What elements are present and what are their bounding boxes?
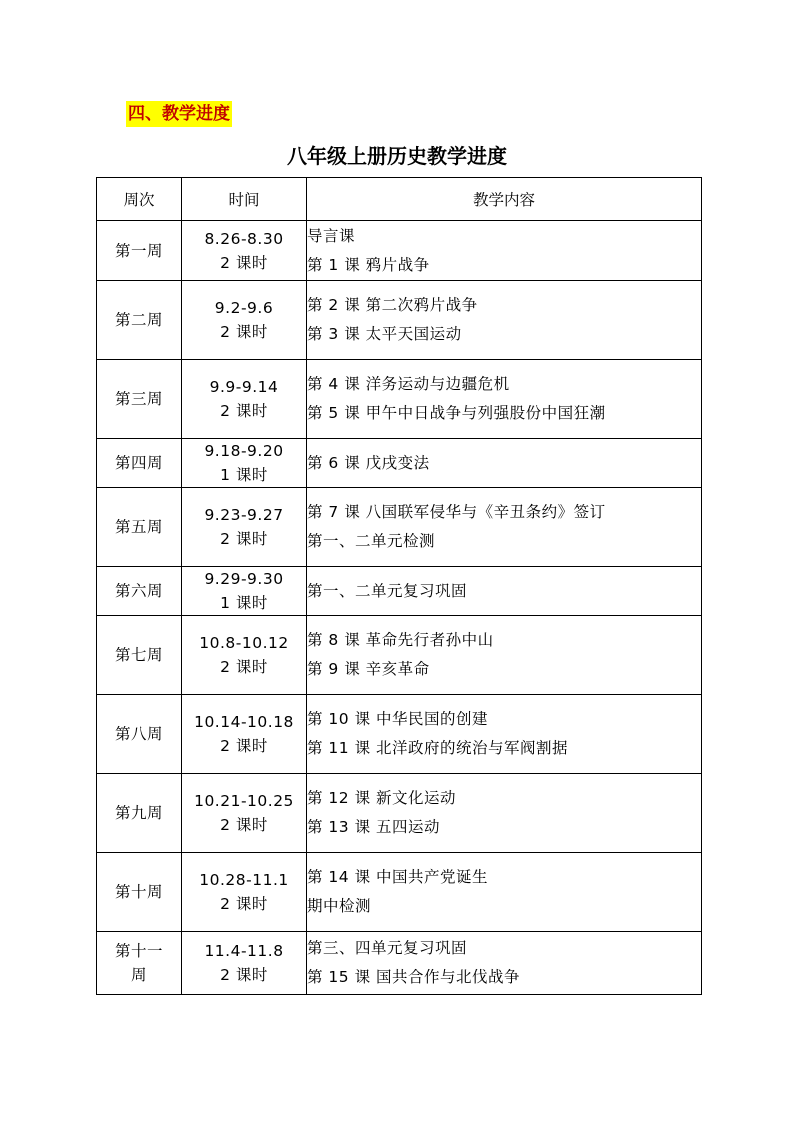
time-cell — [182, 439, 307, 488]
table-row — [97, 488, 702, 567]
lesson-item: 第 5 课 甲午中日战争与列强股份中国狂潮 — [307, 404, 606, 422]
week-cell — [97, 853, 182, 932]
table-row — [97, 360, 702, 439]
lesson-item: 第 4 课 洋务运动与边疆危机 — [307, 375, 510, 393]
date-range: 10.8-10.12 — [199, 634, 289, 652]
lesson-item: 第 2 课 第二次鸦片战争 — [307, 296, 478, 314]
date-range: 10.14-10.18 — [194, 713, 294, 731]
week-label: 第二周 — [114, 311, 163, 329]
week-label: 第四周 — [114, 454, 163, 472]
content-cell — [307, 360, 702, 439]
lesson-item: 第 7 课 八国联军侵华与《辛丑条约》签订 — [307, 503, 606, 521]
schedule-table — [96, 177, 702, 995]
date-range: 10.21-10.25 — [194, 792, 294, 810]
time-cell — [182, 695, 307, 774]
content-cell — [307, 488, 702, 567]
date-range: 10.28-11.1 — [199, 871, 289, 889]
week-label: 第六周 — [114, 582, 163, 600]
week-label: 周 — [130, 966, 147, 984]
table-row — [97, 774, 702, 853]
week-cell — [97, 774, 182, 853]
date-range: 9.29-9.30 — [204, 570, 284, 588]
lesson-item: 第三、四单元复习巩固 — [307, 939, 468, 957]
content-cell — [307, 695, 702, 774]
content-cell — [307, 932, 702, 995]
table-header-row — [97, 178, 702, 221]
table-row — [97, 932, 702, 995]
class-hours: 2 课时 — [220, 658, 268, 676]
content-cell — [307, 221, 702, 281]
lesson-item: 第 12 课 新文化运动 — [307, 789, 457, 807]
date-range: 9.23-9.27 — [204, 506, 284, 524]
content-cell — [307, 616, 702, 695]
header-time: 时间 — [182, 178, 307, 221]
header-week: 周次 — [97, 178, 182, 221]
lesson-item: 第 1 课 鸦片战争 — [307, 255, 430, 274]
lesson-item: 第 10 课 中华民国的创建 — [307, 710, 489, 728]
content-cell — [307, 567, 702, 616]
week-label: 第八周 — [114, 725, 163, 743]
lesson-item: 期中检测 — [307, 897, 372, 915]
time-cell — [182, 360, 307, 439]
table-row — [97, 221, 702, 281]
date-range: 9.2-9.6 — [214, 299, 274, 317]
time-cell — [182, 774, 307, 853]
lesson-item: 第一、二单元复习巩固 — [307, 581, 468, 600]
class-hours: 1 课时 — [220, 466, 268, 484]
lesson-item: 第 14 课 中国共产党诞生 — [307, 868, 489, 886]
lesson-item: 第 15 课 国共合作与北伐战争 — [307, 968, 521, 986]
content-cell — [307, 281, 702, 360]
lesson-item: 第 8 课 革命先行者孙中山 — [307, 631, 494, 649]
week-cell — [97, 360, 182, 439]
week-cell — [97, 567, 182, 616]
class-hours: 2 课时 — [220, 816, 268, 834]
week-cell — [97, 616, 182, 695]
week-label: 第十周 — [114, 883, 163, 901]
lesson-item: 第 9 课 辛亥革命 — [307, 660, 430, 678]
time-cell — [182, 616, 307, 695]
class-hours: 2 课时 — [220, 323, 268, 341]
table-row — [97, 853, 702, 932]
time-cell — [182, 932, 307, 995]
lesson-item: 第一、二单元检测 — [307, 532, 436, 550]
lesson-item: 第 13 课 五四运动 — [307, 818, 441, 836]
week-cell — [97, 932, 182, 995]
lesson-item: 第 11 课 北洋政府的统治与军阀割据 — [307, 739, 569, 757]
class-hours: 2 课时 — [220, 895, 268, 913]
class-hours: 2 课时 — [220, 402, 268, 420]
content-cell — [307, 853, 702, 932]
table-row — [97, 616, 702, 695]
time-cell — [182, 567, 307, 616]
lesson-item: 第 6 课 戊戌变法 — [307, 453, 430, 472]
date-range: 9.18-9.20 — [204, 442, 284, 460]
content-cell — [307, 774, 702, 853]
time-cell — [182, 488, 307, 567]
table-row — [97, 281, 702, 360]
time-cell — [182, 221, 307, 281]
time-cell — [182, 853, 307, 932]
week-cell — [97, 221, 182, 281]
lesson-item: 导言课 — [307, 226, 356, 245]
week-cell — [97, 281, 182, 360]
week-label: 第七周 — [114, 646, 163, 664]
week-label: 第五周 — [114, 518, 163, 536]
class-hours: 2 课时 — [220, 530, 268, 548]
schedule-body — [97, 221, 702, 995]
date-range: 11.4-11.8 — [204, 942, 284, 960]
date-range: 8.26-8.30 — [204, 229, 284, 248]
content-cell — [307, 439, 702, 488]
week-cell — [97, 439, 182, 488]
week-cell — [97, 488, 182, 567]
class-hours: 2 课时 — [220, 737, 268, 755]
section-heading: 四、教学进度 — [126, 101, 232, 127]
table-row — [97, 695, 702, 774]
week-label: 第九周 — [114, 804, 163, 822]
time-cell — [182, 281, 307, 360]
date-range: 9.9-9.14 — [209, 378, 279, 396]
table-row — [97, 567, 702, 616]
week-cell — [97, 695, 182, 774]
lesson-item: 第 3 课 太平天国运动 — [307, 325, 462, 343]
class-hours: 2 课时 — [220, 253, 268, 272]
class-hours: 2 课时 — [220, 966, 268, 984]
week-label: 第一周 — [114, 241, 163, 260]
header-content: 教学内容 — [307, 178, 702, 221]
week-label: 第十一 — [114, 942, 163, 960]
table-row — [97, 439, 702, 488]
document-title: 八年级上册历史教学进度 — [287, 144, 507, 168]
week-label: 第三周 — [114, 390, 163, 408]
class-hours: 1 课时 — [220, 594, 268, 612]
